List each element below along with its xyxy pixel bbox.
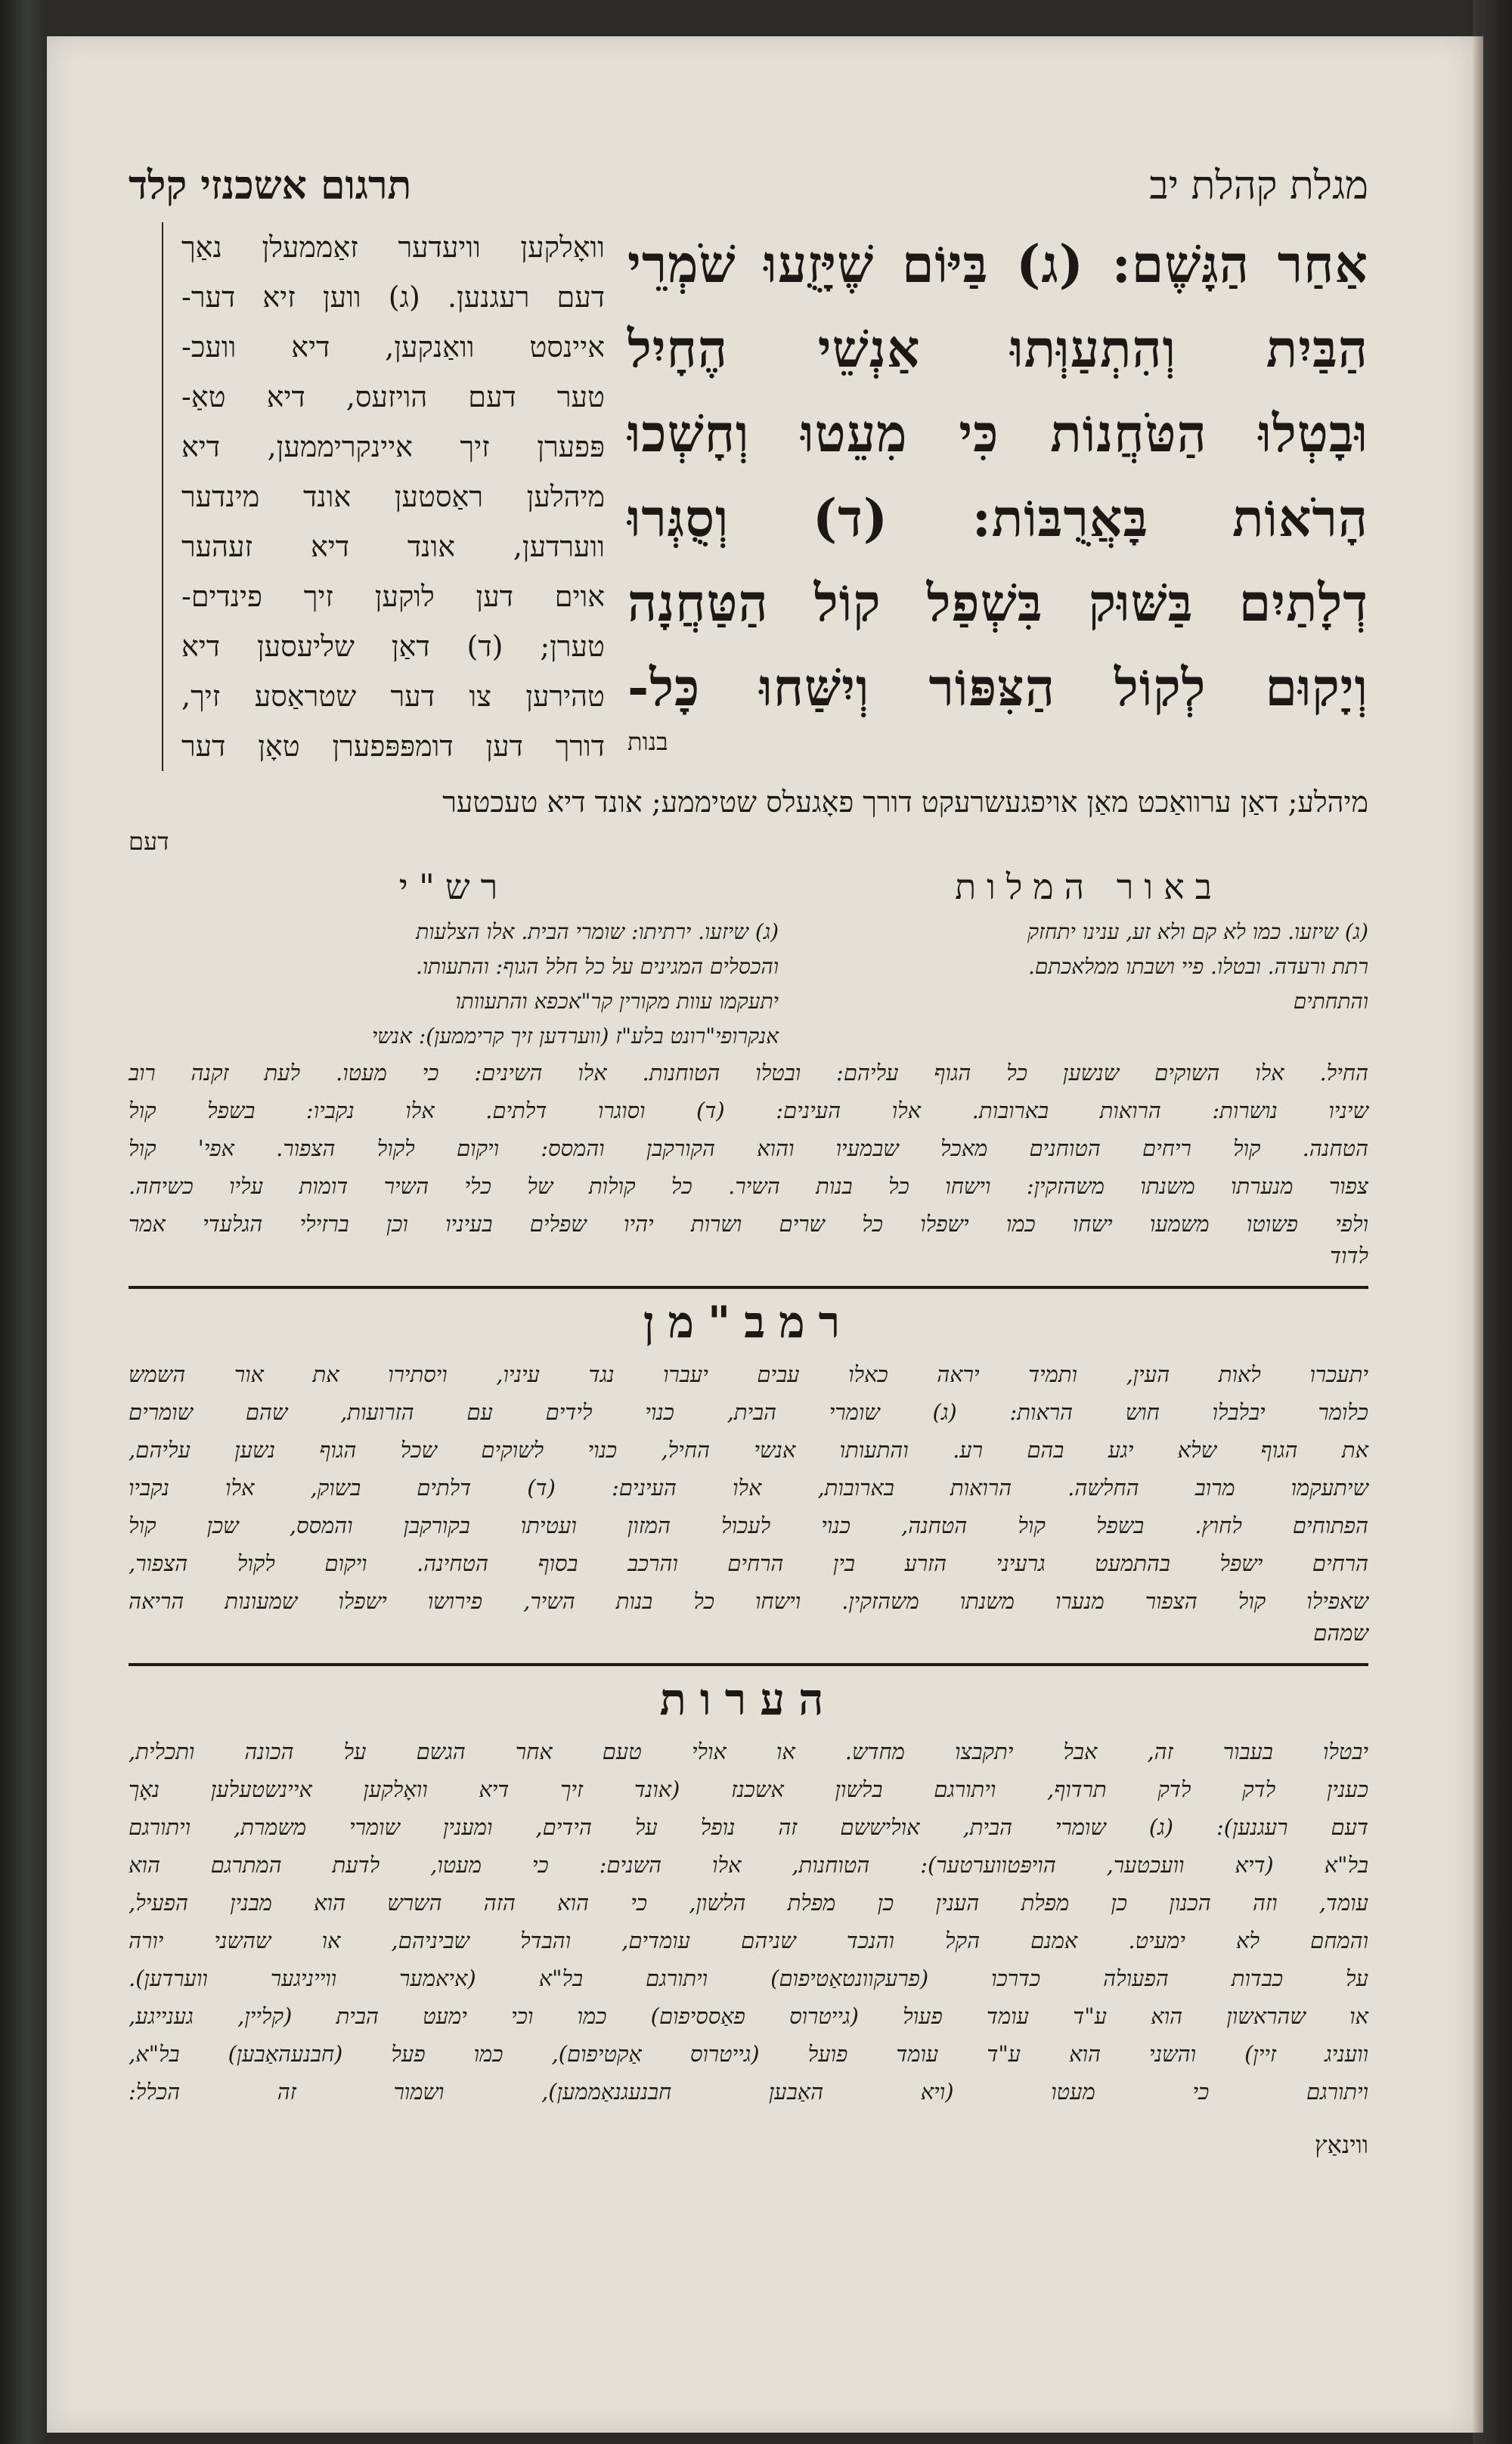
rashi-line: יתעקמו עוות מקורין קר"אכפא והתעוותו bbox=[455, 989, 779, 1014]
notes-catchword: ווינאַץ bbox=[1314, 2130, 1368, 2159]
notes-line: ויתורגם כי מעטו (ויא האַבען חבנעגנאַממען), ושמור זה הכלל: bbox=[129, 2079, 1368, 2105]
notes-line: או שהראשון הוא ע"ד עומד פעול (גייטרוס פאַססיפום) כמו וכי ימעט הבית (קליין, גענייגע, bbox=[129, 2003, 1368, 2029]
verse-line: הָרֹאוֹת בָּאֲרֻבּוֹת: (ד) וְסֻגְּרוּ bbox=[627, 488, 1368, 549]
ramban-catchword: שמהם bbox=[1313, 1620, 1368, 1646]
notes-line: והמחם לא ימעיט. אמנם הקל והנכד שניהם עומדים, והבדל שביניהם, או שהשני יורה bbox=[129, 1928, 1368, 1953]
biur-column bbox=[779, 860, 1368, 1054]
rashi-catchword: לדוד bbox=[1330, 1243, 1368, 1268]
main-title: מגלת קהלת יב bbox=[1149, 163, 1368, 209]
targum-catchword: דעם bbox=[129, 827, 169, 856]
commentary-columns bbox=[129, 860, 1368, 1054]
rashi-line: אנקרופי"רונט בלע"ז (ווערדען זיך קריממען): אנשי bbox=[371, 1024, 779, 1049]
biur-line: והתחתים bbox=[1293, 989, 1368, 1014]
targum-line: מיהלען ראַסטען אונד מינדער bbox=[181, 480, 605, 513]
page-header bbox=[129, 163, 1368, 209]
rashi-column bbox=[129, 860, 779, 1054]
targum-line: אוים דען לוקען זיך פינדים- bbox=[181, 580, 605, 613]
rashi-title: רש"י bbox=[398, 866, 509, 907]
biur-line: רתת ורעדה. ובטלו. פיי ושבתו ממלאכתם. bbox=[1028, 954, 1368, 979]
verse-line: וְיָקוּם לְקוֹל הַצִּפּוֹר וְיִשַּׁחוּ כָּל- bbox=[627, 658, 1368, 718]
ramban-section bbox=[129, 1296, 1368, 1646]
verse-line: אַחַר הַגָּשֶׁם: (ג) בַּיּוֹם שֶׁיָּזֻעוּ שֹׁמְרֵי bbox=[627, 234, 1368, 295]
rashi-full-line: הטחנה. קול ריחים הטוחנים מאכל שבמעיו והוא הקורקבן והמסס: ויקום לקול הצפור. אפי' קול bbox=[129, 1135, 1368, 1161]
targum-line: דורך דען דומפּפּפערן טאָן דער bbox=[181, 729, 605, 763]
targum-line: איינסט וואַנקען, דיא וועכ- bbox=[181, 330, 605, 364]
targum-title: תרגום אשכנזי קלד bbox=[129, 163, 412, 209]
ramban-line: את הגוף שלא יגע בהם רע. והתעותו אנשי החיל, כנוי לשוקים שכל הגוף נשען עליהם, bbox=[129, 1437, 1368, 1463]
targum-line: פּפערן זיך איינקריממען, דיא bbox=[181, 430, 605, 463]
biur-title: באור המלות bbox=[955, 866, 1222, 907]
verse-catchword: בנות bbox=[627, 727, 668, 756]
rashi-line: (ג) שיזעו. ירתיתו: שומרי הבית. אלו הצלעות bbox=[416, 919, 779, 944]
notes-line: דעם רעגנען): (ג) שומרי הבית, אוליששם זה נופל על הידים, ומענין שומרי משמרת, ויתורגם bbox=[129, 1814, 1368, 1840]
notes-line: על כבדות הפעולה כדרכו (פרעקוונטאַטיפום) ויתורגם בל"א (איאמער ווייניגער ווערדען). bbox=[129, 1965, 1368, 1991]
targum-line: טערן; (ד) דאַן שליעסען דיא bbox=[181, 630, 605, 663]
targum-column bbox=[162, 222, 605, 771]
notes-line: יבטלו בעבור זה, אבל יתקבצו מחדש. או אולי טעם אחר הגשם על הכונה ותכלית, bbox=[129, 1739, 1368, 1764]
ramban-line: הפתוחים לחוץ. בשפל קול הטחנה, כנוי לעכול המזון ועטיתו בקורקבן והמסס, שכן קול bbox=[129, 1513, 1368, 1538]
top-columns bbox=[129, 222, 1368, 771]
targum-line: טהירען צו דער שטראַסע זיך, bbox=[181, 680, 605, 713]
notes-line: כענין לדק לדק תרדוף, ויתורגם בלשון אשכנז (אונד זיך דיא וואָלקען איינשטעלען נאָך bbox=[129, 1776, 1368, 1802]
rashi-line: והכסלים המגינים על כל חלל הגוף: והתעותו. bbox=[415, 954, 779, 979]
ramban-line: הרחים ישפל בהתמעט גרעיני הזרע בין הרחים והרכב בסוף הטחינה. ויקום לקול הצפור, bbox=[129, 1550, 1368, 1576]
verse-line: וּבָטְלוּ הַטֹּחֲנוֹת כִּי מִעֵטוּ וְחָשְׁכוּ bbox=[627, 404, 1368, 464]
notes-line: וועניג זיין) והשני הוא ע"ד עומד פועל (גייטרוס אַקטיפום), כמו פעל (חבנעהאַבען) בל"א, bbox=[129, 2041, 1368, 2067]
ramban-line: כלומר יבלבלו חוש הראות: (ג) שומרי הבית, כנוי לידים עם הזרועות, שהם שומרים bbox=[129, 1399, 1368, 1425]
divider-rule bbox=[129, 1286, 1368, 1289]
divider-rule bbox=[129, 1663, 1368, 1666]
ramban-title: רמב"מן bbox=[643, 1296, 854, 1348]
ramban-line: שאפילו קול הצפור מנערו משנתו משהזקין. וישחו כל בנות השיר, פירושו ישפלו שמעונות הריאה bbox=[129, 1588, 1368, 1614]
notes-line: בל"א (דיא וועכטער, הויפּטווערטער): הטוחנות, אלו השנים: כי מעטו, לדעת המתרגם הוא bbox=[129, 1852, 1368, 1878]
verse-column bbox=[605, 222, 1368, 771]
rashi-full-line: החיל. אלו השוקים שנשען כל הגוף עליהם: ובטלו הטוחנות. אלו השינים: כי מעטו. לעת זקנה רוב bbox=[129, 1060, 1368, 1086]
targum-line: וואָלקען וויעדער זאַממעלן נאַך bbox=[181, 231, 605, 264]
targum-line: דעם רעגנען. (ג) ווען זיא דער- bbox=[181, 280, 605, 314]
targum-line: ווערדען, אונד דיא זעהער bbox=[181, 530, 605, 563]
ramban-line: יתעכרו לאות העין, ותמיד יראה כאלו עבים יעברו נגד עיניו, ויסתירו את אור השמש bbox=[129, 1361, 1368, 1387]
book-binding-left bbox=[0, 0, 47, 2444]
page-edge bbox=[1473, 36, 1483, 2433]
ramban-line: שיתעקמו מרוב החלשה. הרואות בארובות, אלו העינים: (ד) דלתים בשוק, אלו נקביו bbox=[129, 1475, 1368, 1501]
verse-line: דְלָתַיִם בַּשּׁוּק בִּשְׁפַל קוֹל הַטַּחֲנָה bbox=[627, 573, 1368, 633]
rashi-full-line: שיניו נושרות: הרואות בארובות. אלו העינים: (ד) וסוגרו דלתים. אלו נקביו: בשפל קול bbox=[129, 1098, 1368, 1123]
notes-line: עומד, וזה הכנון כן מפלת הענין כן מפלת הלשון, כי הוא הזה השרש הוא מבנין הפעיל, bbox=[129, 1890, 1368, 1916]
biur-line: (ג) שיזעו. כמו לא קם ולא זע, ענינו יתחזק bbox=[1027, 919, 1368, 944]
page-content bbox=[129, 163, 1368, 2159]
verse-line: הַבַּיִת וְהִתְעַוְּתוּ אַנְשֵׁי הֶחָיִל bbox=[627, 319, 1368, 379]
notes-title: הערות bbox=[659, 1674, 838, 1725]
rashi-full-width bbox=[129, 1054, 1368, 1269]
targum-continuation: מיהלע; דאַן ערוואַכט מאַן אויפגעשרעקט דורך פאָגעלס שטיממע; אונד דיא טעכטער bbox=[442, 785, 1368, 819]
rashi-full-line: ולפי פשוטו משמעו ישחו כמו ישפלו כל שרים ושרות יהיו שפלים בעיניו וכן ברזילי הגלעדי אמר bbox=[129, 1211, 1368, 1237]
targum-line: טער דעם הויזעס, דיא טאַ- bbox=[181, 380, 605, 414]
rashi-full-line: צפור מנערתו משנתו משהזקין: וישחו כל בנות השיר. כל קולות של כלי השיר דומות עליו כשיחה. bbox=[129, 1173, 1368, 1199]
notes-section bbox=[129, 1674, 1368, 2159]
